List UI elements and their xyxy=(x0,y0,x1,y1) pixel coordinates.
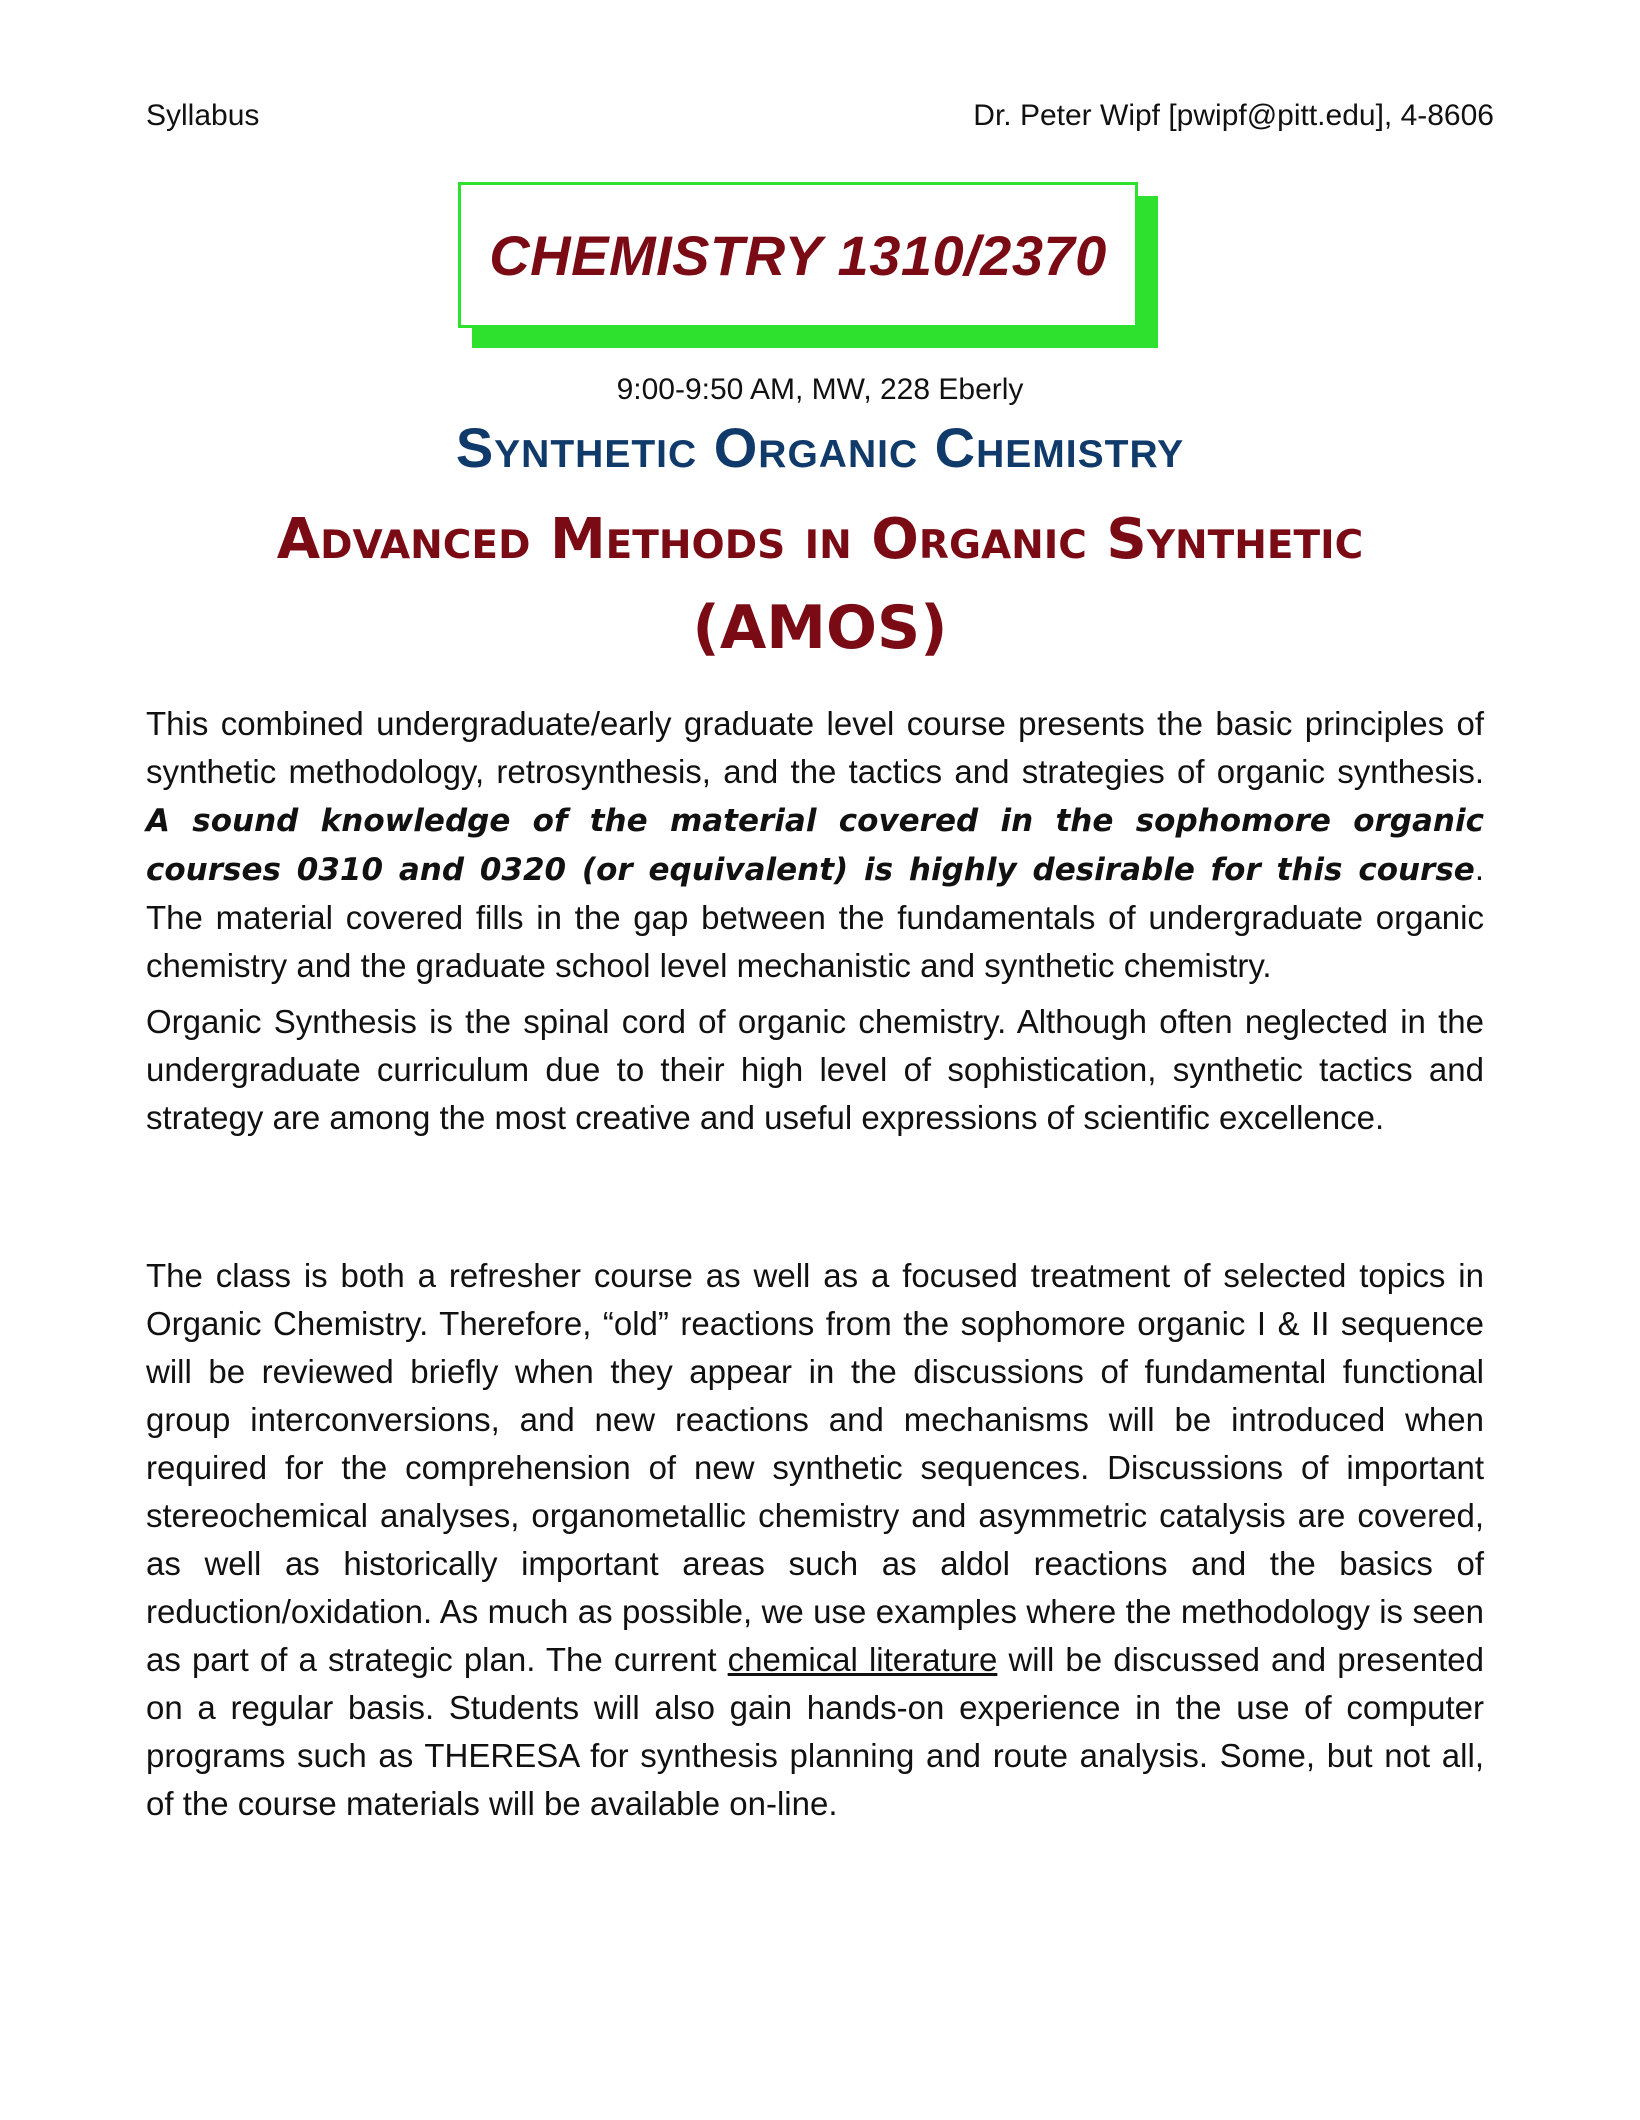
paragraph-class-description xyxy=(146,1252,1484,1828)
course-number-box xyxy=(458,182,1158,348)
course-schedule: 9:00-9:50 AM, MW, 228 Eberly xyxy=(616,373,1024,406)
chemical-literature-link[interactable]: chemical literature xyxy=(727,1641,998,1678)
paragraph-intro-text-a: This combined undergraduate/early graduate level course presents the basic principles of synthetic methodology, retrosynthesis, and the tactics and strategies of organic synthesis. xyxy=(146,705,1484,790)
course-subtitle: Advanced Methods in Organic Synthetic xyxy=(276,507,1364,572)
course-acronym: (AMOS) xyxy=(692,593,948,663)
course-number-box-frame xyxy=(458,182,1138,328)
paragraph-intro-text-b: . The material covered fills in the gap between the fundamentals of undergraduate organic chemistry and the graduate school level mechanistic and synthetic chemistry. xyxy=(146,850,1484,984)
paragraph-class-text-b: will be discussed and presented on a regular basis. Students will also gain hands-on experience in the use of computer programs such as THERESA for synthesis planning and route analysis. Some, but not all, of the course materials will be available on-line. xyxy=(146,1641,1484,1822)
course-number: CHEMISTRY 1310/2370 xyxy=(489,223,1107,287)
instructor-contact: Dr. Peter Wipf [pwipf@pitt.edu], 4-8606 xyxy=(973,99,1494,132)
page-header xyxy=(146,98,1494,134)
paragraph-class-text-a: The class is both a refresher course as well as a focused treatment of selected topics in Organic Chemistry. Therefore, “old” reactions from the sophomore organic I & II sequence will be reviewed briefly when they appear in the discussions of fundamental functional group interconversions, and new reactions and mechanisms will be introduced when required for the comprehension of new synthetic sequences. Discussions of important stereochemical analyses, organometallic chemistry and asymmetric catalysis are covered, as well as historically important areas such as aldol reactions and the basics of reduction/oxidation. As much as possible, we use examples where the methodology is seen as part of a strategic plan. The current xyxy=(146,1257,1484,1678)
header-label: Syllabus xyxy=(146,99,260,132)
course-title: Synthetic Organic Chemistry xyxy=(455,416,1185,479)
prerequisite-note: A sound knowledge of the material covered in the sophomore organic courses 0310 and 0320 (or equivalent) is highly desirable for this course xyxy=(146,803,1484,888)
paragraph-intro xyxy=(146,700,1484,990)
paragraph-synthesis: Organic Synthesis is the spinal cord of organic chemistry. Although often neglected in the undergraduate curriculum due to their high level of sophistication, synthetic tactics and strategy are among the most creative and useful expressions of scientific excellence. xyxy=(146,1003,1484,1136)
